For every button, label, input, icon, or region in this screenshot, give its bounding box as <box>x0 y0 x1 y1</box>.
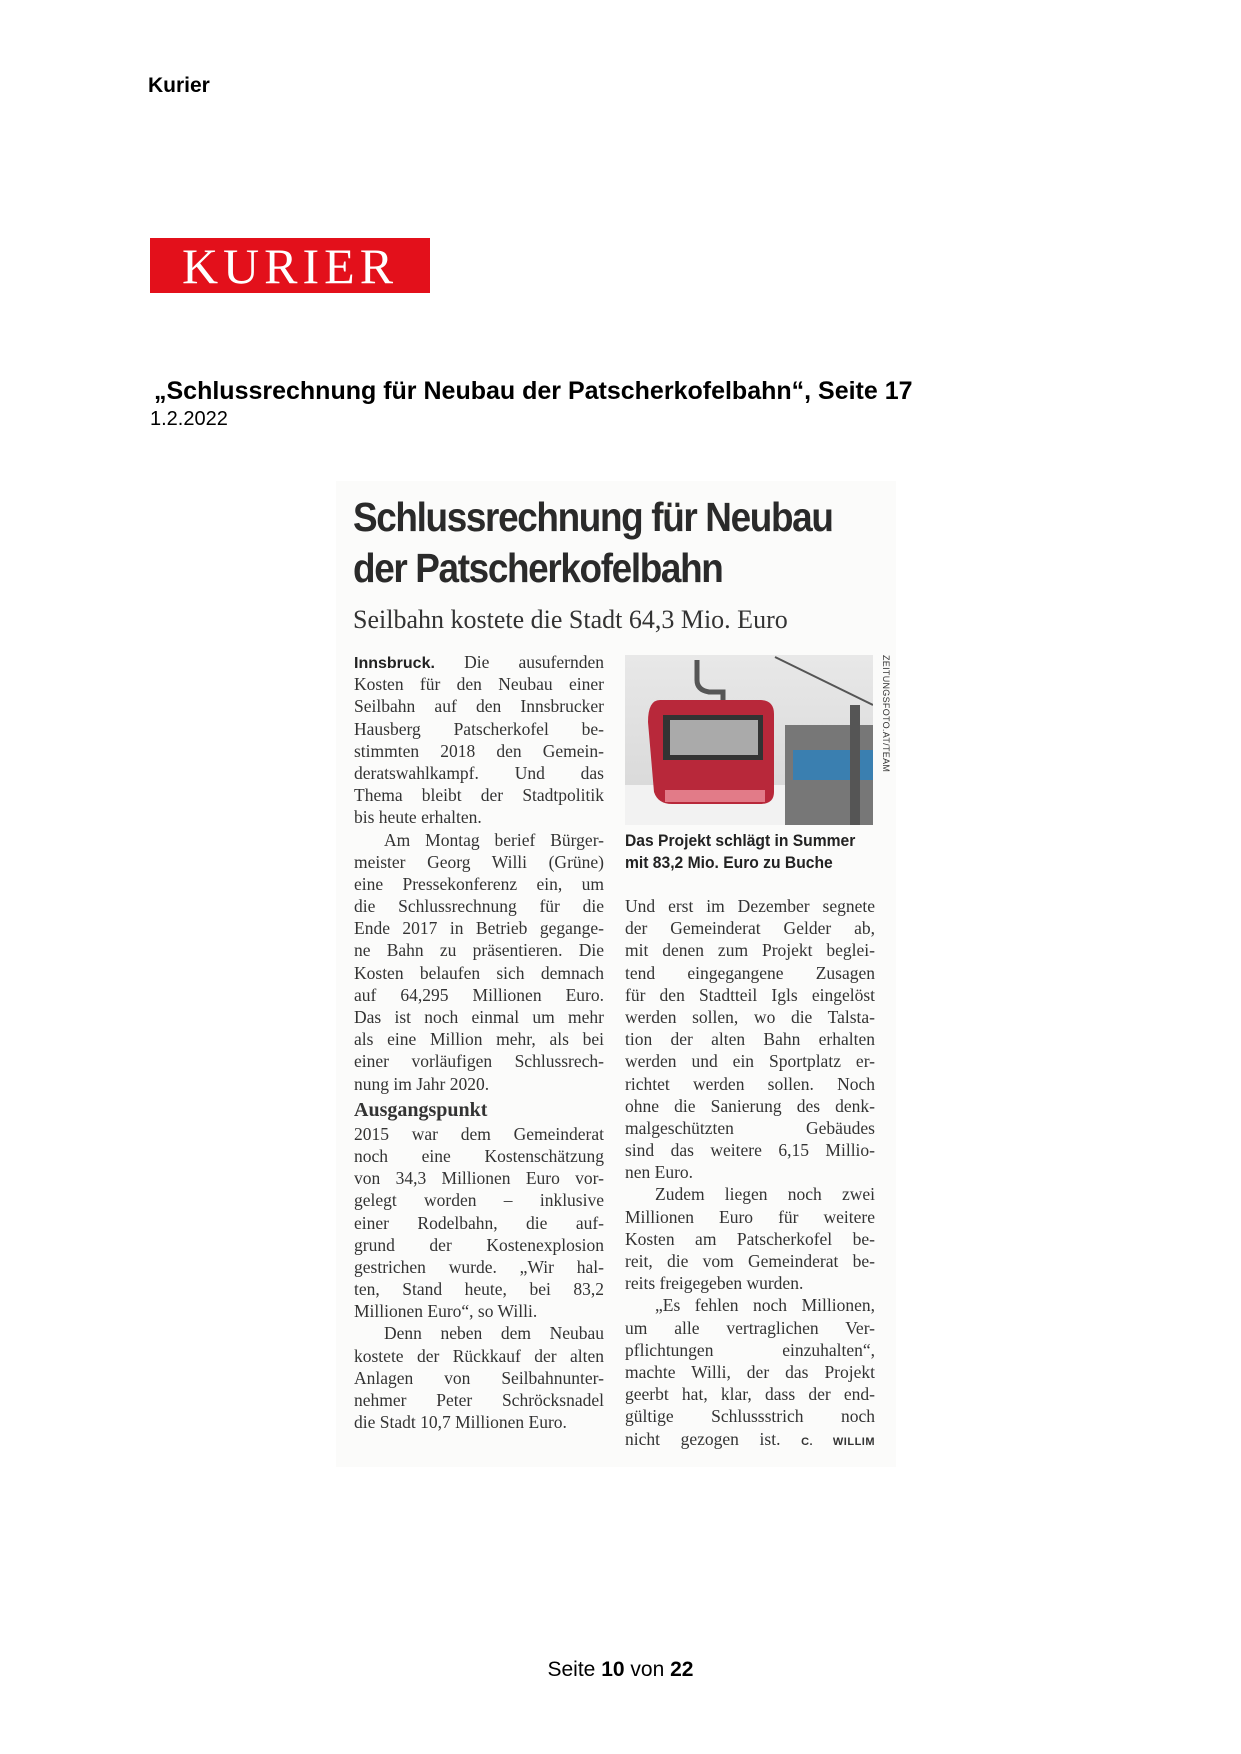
article-text: Und erst im Dezember segnete <box>625 896 875 916</box>
article-text: bis heute erhalten. <box>354 807 482 828</box>
article-text-line <box>625 1095 875 1117</box>
article-text: Denn neben dem Neubau <box>384 1323 604 1344</box>
article-text-line <box>625 1339 875 1361</box>
article-text: für den Stadtteil Igls eingelöst <box>625 984 875 1005</box>
article-text: machte Willi, der das Projekt <box>625 1361 875 1382</box>
article-text-line <box>625 1405 875 1427</box>
article-text: Ende 2017 in Betrieb gegange- <box>354 918 604 939</box>
article-text-line <box>625 1317 875 1339</box>
article-text: pflichtungen einzuhalten“, <box>625 1339 875 1360</box>
article-text: Zudem liegen noch zwei <box>655 1184 875 1205</box>
article-text: Kosten belaufen sich demnach <box>354 962 604 983</box>
article-text-line <box>354 673 604 695</box>
footer-middle: von <box>630 1658 665 1681</box>
article-text-line <box>625 1050 875 1072</box>
article-text: Anlagen von Seilbahnunter- <box>354 1367 604 1388</box>
article-text: die Stadt 10,7 Millionen Euro. <box>354 1412 567 1433</box>
article-text-line <box>625 1383 875 1405</box>
article-text: nen Euro. <box>625 1162 694 1183</box>
article-text-line <box>354 1234 604 1256</box>
article-text: eine Pressekonferenz ein, um <box>354 873 604 894</box>
article-text-line <box>625 1073 875 1095</box>
article-text: „Es fehlen noch Millionen, <box>655 1295 875 1316</box>
article-text-line <box>625 917 875 939</box>
article-text: kostete der Rückkauf der alten <box>354 1345 604 1366</box>
article-text-line <box>354 1411 604 1433</box>
article-text: reits freigegeben wurden. <box>625 1273 804 1294</box>
article-text: ne Bahn zu präsentieren. Die <box>354 940 604 961</box>
article-text: tend eingegangene Zusagen <box>625 962 875 983</box>
article-text: von 34,3 Millionen Euro vor- <box>354 1168 604 1189</box>
article-text: deratswahlkampf. Und das <box>354 762 604 783</box>
footer-prefix: Seite <box>547 1658 596 1681</box>
reference-title: „Schlussrechnung für Neubau der Patscherkofelbahn“, Seite 17 <box>154 377 913 405</box>
article-text-line <box>354 1123 604 1145</box>
article-text-line <box>625 1294 875 1316</box>
article-text: die Schlussrechnung für die <box>354 896 604 917</box>
article-text-line <box>354 984 604 1006</box>
article-text: tion der alten Bahn erhalten <box>625 1029 875 1050</box>
article-text-line <box>354 784 604 806</box>
article-text-line <box>354 806 604 828</box>
article-text-line <box>625 1272 875 1294</box>
article-text-line <box>354 718 604 740</box>
article-author: C. WILLIM <box>801 1435 876 1448</box>
article-text: meister Georg Willi (Grüne) <box>354 851 604 872</box>
article-text-line <box>354 939 604 961</box>
article-text: malgeschützten Gebäudes <box>625 1117 875 1138</box>
article-text: sind das weitere 6,15 Millio- <box>625 1140 875 1161</box>
article-text-line <box>354 1145 604 1167</box>
article-text-line <box>625 1228 875 1250</box>
article-text: einer Rodelbahn, die auf- <box>354 1212 604 1233</box>
article-text-line <box>354 695 604 717</box>
article-text: stimmten 2018 den Gemein- <box>354 740 604 761</box>
article-text-line <box>625 1161 875 1183</box>
page-footer <box>0 1658 1241 1682</box>
article-text: geerbt hat, klar, dass der end- <box>625 1384 875 1405</box>
article-text-line <box>625 962 875 984</box>
article-text-line <box>354 1050 604 1072</box>
article-text: der Gemeinderat Gelder ab, <box>625 918 875 939</box>
article-text-line <box>625 1428 875 1450</box>
article-text: einer vorläufigen Schlussrech- <box>354 1051 604 1072</box>
article-text: reit, die vom Gemeinderat be- <box>625 1251 875 1271</box>
article-text-line <box>354 1073 604 1095</box>
article-text-line <box>354 1300 604 1322</box>
article-text-line <box>354 1322 604 1344</box>
article-text-line <box>625 1006 875 1028</box>
article-text-line <box>354 1212 604 1234</box>
article-text: 2015 war dem Gemeinderat <box>354 1123 604 1144</box>
article-text-line <box>354 1256 604 1278</box>
article-text: auf 64,295 Millionen Euro. <box>354 984 604 1005</box>
article-text: gültige Schlussstrich noch <box>625 1406 875 1427</box>
article-text-line <box>625 1206 875 1228</box>
article-text: Kosten für den Neubau einer <box>354 674 604 695</box>
article-text-line <box>354 762 604 784</box>
article-text: gestrichen wurde. „Wir hal- <box>354 1256 604 1277</box>
article-text-line <box>625 1139 875 1161</box>
article-text: Das ist noch einmal um mehr <box>354 1007 604 1027</box>
article-text: werden sollen, wo die Talsta- <box>625 1006 875 1027</box>
article-text-line <box>354 829 604 851</box>
article-text: um alle vertraglichen Ver- <box>625 1317 875 1338</box>
article-text-line <box>625 984 875 1006</box>
article-dateline: Innsbruck. <box>354 655 435 672</box>
article-text-line <box>354 740 604 762</box>
article-text-line <box>354 1278 604 1300</box>
photo-credit: ZEITUNGSFOTO.AT/TEAM <box>881 655 891 773</box>
article-text-line <box>625 1117 875 1139</box>
article-text: richtet werden sollen. Noch <box>625 1073 875 1094</box>
reference-date: 1.2.2022 <box>150 408 228 430</box>
article-text: grund der Kostenexplosion <box>354 1234 604 1255</box>
article-text-line <box>625 895 875 917</box>
footer-page: 10 <box>601 1658 625 1681</box>
article-headline <box>353 492 857 594</box>
article-text-line <box>354 1189 604 1211</box>
article-text-line <box>354 1167 604 1189</box>
article-text-line <box>354 851 604 873</box>
article-text: gelegt worden – inklusive <box>354 1190 604 1211</box>
article-text-line <box>625 1361 875 1383</box>
article-text-line <box>354 873 604 895</box>
article-text: nung im Jahr 2020. <box>354 1073 490 1094</box>
article-text-line <box>354 1367 604 1389</box>
source-label: Kurier <box>148 74 210 97</box>
article-text: als eine Million mehr, als bei <box>354 1029 604 1050</box>
article-text: Hausberg Patscherkofel be- <box>354 718 604 739</box>
article-text: mit denen zum Projekt beglei- <box>625 940 875 961</box>
headline-line: der Patscherkofelbahn <box>353 545 723 591</box>
photo-caption: Das Projekt schlägt in Summer mit 83,2 Mio. Euro zu Buche <box>625 831 856 872</box>
article-text: Millionen Euro“, so Willi. <box>354 1301 538 1322</box>
article-text: noch eine Kostenschätzung <box>354 1145 604 1166</box>
article-text: ten, Stand heute, bei 83,2 <box>354 1279 604 1300</box>
article-text-line <box>354 1345 604 1367</box>
article-text-line <box>354 651 604 673</box>
footer-total: 22 <box>670 1658 694 1681</box>
column-subheading: Ausgangspunkt <box>354 1098 488 1121</box>
article-subheadline: Seilbahn kostete die Stadt 64,3 Mio. Euro <box>353 605 788 634</box>
article-text: werden und ein Sportplatz er- <box>625 1051 875 1072</box>
article-text-line <box>354 1028 604 1050</box>
kurier-logo: KURIER <box>150 238 430 293</box>
article-text-line <box>354 895 604 917</box>
article-text-line <box>354 962 604 984</box>
article-text: ohne die Sanierung des denk- <box>625 1095 875 1116</box>
article-text: Thema bleibt der Stadtpolitik <box>354 785 604 806</box>
article-text-line <box>625 1028 875 1050</box>
article-text-line <box>354 1006 604 1028</box>
article-text: Die ausufernden <box>464 652 604 672</box>
article-text-line <box>354 917 604 939</box>
article-text: Kosten am Patscherkofel be- <box>625 1228 875 1249</box>
gondola-photo <box>625 655 873 825</box>
right-column <box>625 895 875 1450</box>
article-text: nehmer Peter Schröcksnadel <box>354 1390 604 1410</box>
article-text-line <box>625 1183 875 1205</box>
article-text-line <box>625 1250 875 1272</box>
article-text: Seilbahn auf den Innsbrucker <box>354 696 604 717</box>
article-text-line <box>354 1389 604 1411</box>
article-text: nicht gezogen ist. <box>625 1428 781 1449</box>
article-text: Am Montag berief Bürger- <box>384 829 604 850</box>
article-text: Millionen Euro für weitere <box>625 1206 875 1227</box>
left-column <box>354 651 604 1433</box>
article-text-line <box>625 939 875 961</box>
headline-line: Schlussrechnung für Neubau <box>353 494 833 540</box>
